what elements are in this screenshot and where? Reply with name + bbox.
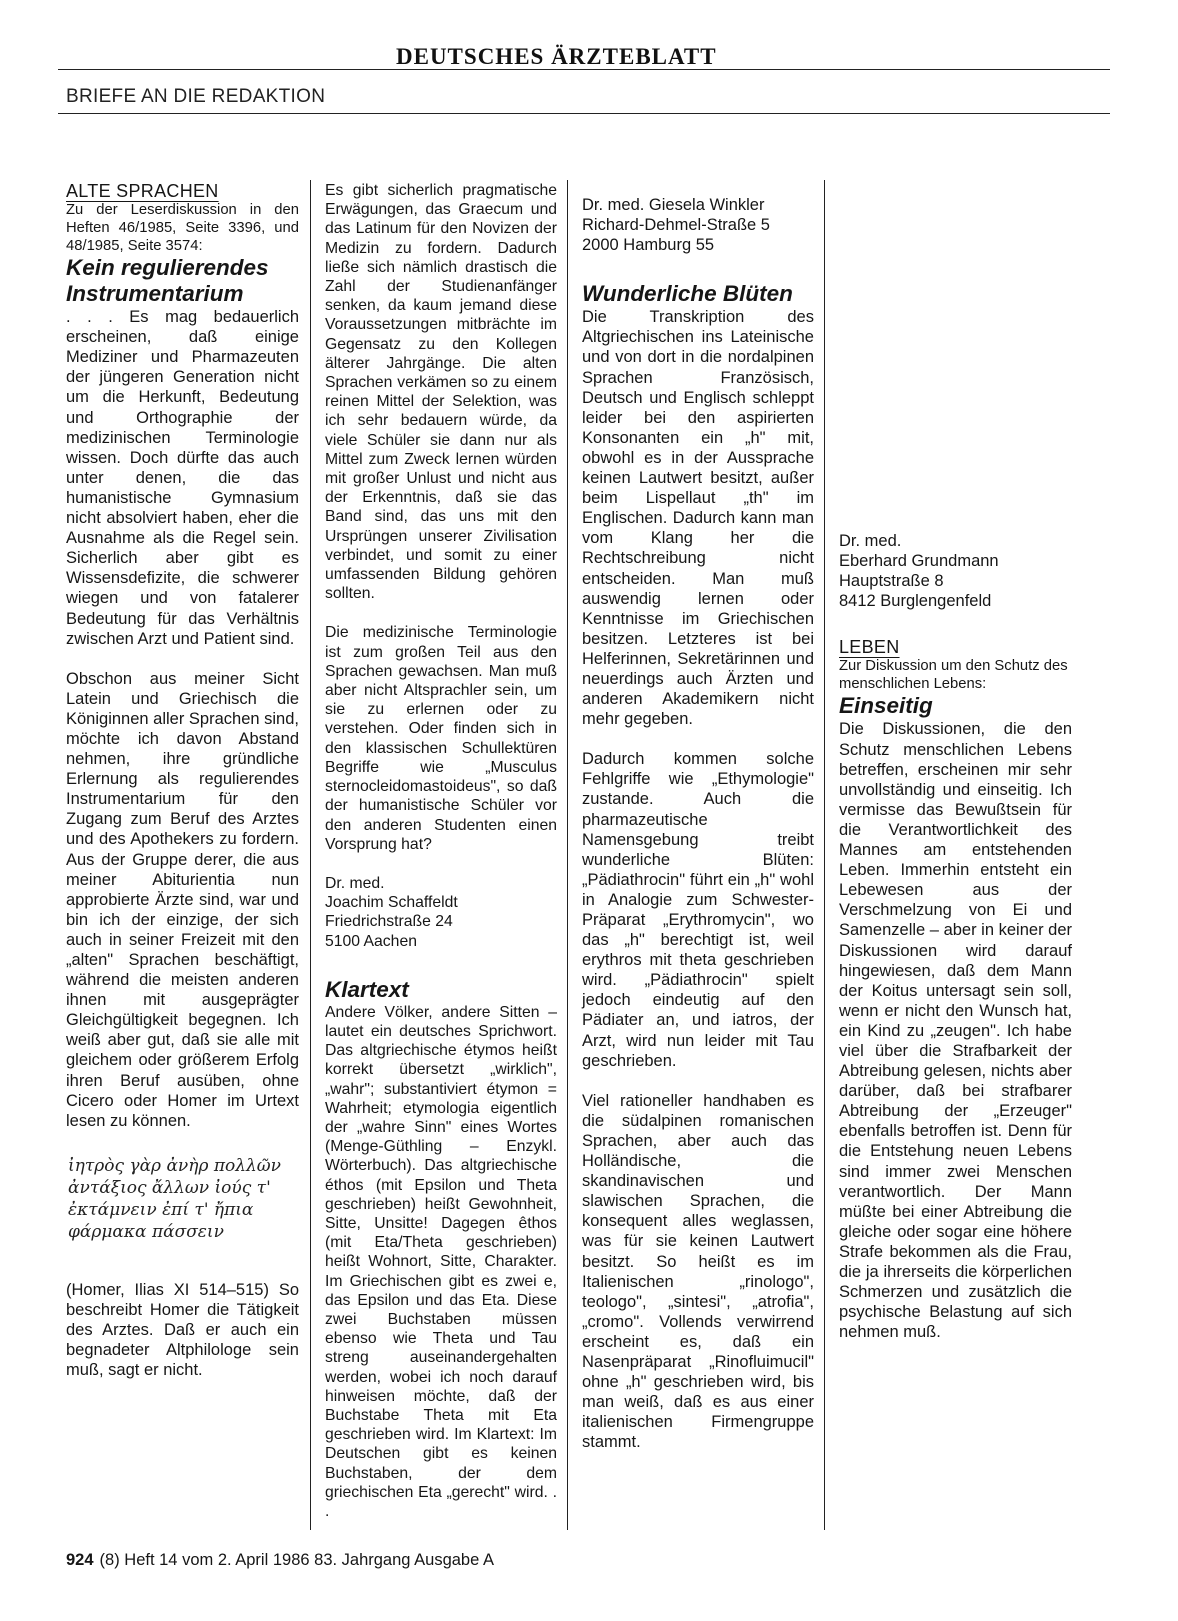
signature-line: Dr. med. bbox=[839, 532, 902, 550]
article-paragraph: Die medizinische Terminologie ist zum großen Teil aus den Sprachen gewachsen. Man muß aber nicht Altsprachler sein, um sie zu erlernen oder zu verstehen. Oder finden sich in den klassischen Schullektüren Begriffe wie „Musculus sternocleidomastoideus", so daß der humanistische Schüler vor den anderen Studenten einen Vorsprung hat? bbox=[325, 624, 557, 853]
column-divider bbox=[310, 180, 311, 1530]
signature-line: Dr. med. Giesela Winkler bbox=[582, 196, 765, 214]
column-divider bbox=[567, 180, 568, 1530]
page-footer bbox=[66, 1551, 494, 1570]
greek-line: ἰητρὸς γὰρ ἀνὴρ πολλῶν bbox=[68, 1155, 281, 1176]
signature-line: Richard-Dehmel-Straße 5 bbox=[582, 216, 770, 235]
headline-klartext: Klartext bbox=[325, 976, 409, 1002]
masthead: DEUTSCHES ÄRZTEBLATT bbox=[396, 44, 717, 69]
signature-line: 5100 Aachen bbox=[325, 932, 417, 950]
signature-line: Hauptstraße 8 bbox=[839, 572, 944, 591]
signature-line: 2000 Hamburg 55 bbox=[582, 236, 715, 255]
greek-line: φάρμακα πάσσειν bbox=[68, 1221, 224, 1242]
greek-quote-handwriting bbox=[66, 1151, 302, 1247]
signature-line: Dr. med. bbox=[325, 874, 385, 892]
page-number: 924 bbox=[66, 1551, 94, 1569]
column-divider bbox=[824, 180, 825, 1530]
headline-wunderliche-blueten: Wunderliche Blüten bbox=[582, 281, 793, 307]
column-3 bbox=[582, 175, 814, 1452]
column-4 bbox=[839, 181, 1072, 1342]
article-paragraph: Dadurch kommen solche Fehlgriffe wie „Ethymologie" zustande. Auch die pharmazeutische Namensgebung treibt wunderliche Blüten: „Pädiathrocin" führt ein „h" wohl in Analogie zum Schwester-Präparat „Erythromycin", wo das „h" berechtigt ist, weil erythros mit theta geschrieben wird. „Pädiathrocin" spielt jedoch eindeutig auf den Pädiater an, und iatros, der Arzt, wird nun leider mit Tau geschrieben. bbox=[582, 750, 814, 1070]
article-paragraph: . . . Es mag bedauerlich erscheinen, daß einige Mediziner und Pharmazeuten der jüngeren Generation nicht um die Herkunft, Bedeutung und Orthographie der medizinischen Terminologie wissen. Doch dürfte das auch unter denen, die das humanistische Gymnasium nicht absolviert haben, eher die Ausnahme als die Regel sein. Sicherlich aber gibt es Wissensdefizite, die schwerer wiegen und von fatalerer Bedeutung für das Verhältnis zwischen Arzt und Patient sind. bbox=[66, 308, 299, 648]
signature-schaffeldt bbox=[325, 874, 557, 951]
article-paragraph: Viel rationeller handhaben es die südalpinen romanischen Sprachen, aber auch das Holländische, die skandinavischen und slawischen Sprachen, die konsequent alles weglassen, was für sie keinen Lautwert besitzt. So heißt es im Italienischen „rinologo", teologo", „sintesi", „atrofia", „cromo". Vollends verwirrend erscheint es, daß ein Nasenpräparat „Rinofluimucil" ohne „h" geschrieben wird, bis man weiß, daß es aus einer italienischen Firmengruppe stammt. bbox=[582, 1091, 814, 1452]
signature-grundmann bbox=[839, 531, 1072, 611]
signature-line: Friedrichstraße 24 bbox=[325, 913, 453, 931]
article-paragraph: Es gibt sicherlich pragmatische Erwägungen, das Graecum und das Latinum für den Novizen der Medizin zu fordern. Dadurch ließe sich nämlich drastisch die Zahl der Studienanfänger senken, da kaum jemand diese Voraussetzungen mitbrächte im Gegensatz zu den Kollegen älterer Jahrgänge. Die alten Sprachen verkämen so zu einem reinen Mittel der Selektion, was ich sehr bedauern würde, da viele Schüler sie dann nur als Mittel zum Zweck lernen würden mit großer Unlust und nicht aus der Erkenntnis, daß sie das Band sind, das uns mit den Ursprüngen unserer Zivilisation verbindet, und somit zu einer umfassenden Bildung gehören sollten. bbox=[325, 182, 557, 603]
article-paragraph: (Homer, Ilias XI 514–515) So beschreibt Homer die Tätigkeit des Arztes. Daß er auch ein begnadeter Altphilologe sein muß, sagt er nicht. bbox=[66, 1280, 299, 1380]
headline-kein-regulierendes: Kein regulierendes Instrumentarium bbox=[66, 255, 269, 307]
article-paragraph: Die Diskussionen, die den Schutz menschlichen Lebens betreffen, erscheinen mir sehr unvollständig und einseitig. Ich vermisse das Bewußtsein für die Verantwortlichkeit des Mannes am entstehenden Leben. Immerhin entsteht ein Lebewesen aus der Verschmelzung von Ei und Samenzelle – aber in keiner der Diskussionen wird darauf hingewiesen, daß dem Mann der Koitus untersagt sein soll, wenn er nicht den Wunsch hat, ein Kind zu „zeugen". Ich habe viel über die Strafbarkeit der Abtreibung gelesen, nichts aber darüber, daß bei strafbarer Abtreibung der „Erzeuger" ebenfalls betroffen ist. Denn für die Entstehung neuen Lebens sind immer zwei Menschen verantwortlich. Der Mann müßte bei einer Abtreibung die gleiche oder sogar eine höhere Strafe bekommen als die Frau, die ja ihrerseits die körperlichen Schmerzen und zusätzlich die psychische Belastung auf sich nehmen muß. bbox=[839, 720, 1072, 1342]
section-title: BRIEFE AN DIE REDAKTION bbox=[66, 86, 326, 107]
column-2 bbox=[325, 181, 557, 1521]
continued-text-spacer bbox=[839, 181, 1072, 511]
article-paragraph: Andere Völker, andere Sitten – lautet ein deutsches Sprichwort. Das altgriechische étymos heißt korrekt übersetzt „wirklich", „wahr"; substantiviert étymon = Wahrheit; etymologia eigentlich der „wahre Sinn" eines Wortes (Menge-Güthling – Enzykl. Wörterbuch). Das altgriechische éthos (mit Epsilon und Theta geschrieben) heißt Gewohnheit, Sitte, Unsitte! Dagegen êthos (mit Eta/Theta geschrieben) heißt Wohnort, Sitte, Charakter. Im Griechischen gibt es zwei e, das Epsilon und das Eta. Diese zwei Buchstaben müssen ebenso wie Theta und Tau streng auseinandergehalten werden, wobei ich noch darauf hinweisen möchte, daß der Buchstabe Theta mit Eta geschrieben wird. Im Klartext: Im Deutschen gibt es keinen Buchstaben, der dem griechischen Eta „gerecht" wird. . . bbox=[325, 1003, 557, 1520]
article-paragraph: Die Transkription des Altgriechischen ins Lateinische und von dort in die nordalpinen Sprachen Französisch, Deutsch und Englisch schleppt leider bei den aspirierten Konsonanten ein „h" mit, obwohl es in der Aussprache keinen Lautwert besitzt, außer beim Lispellaut „th" im Englischen. Dadurch kann man vom Klang her die Rechtschreibung nicht entscheiden. Man muß auswendig lernen oder Kenntnisse im Griechischen besitzen. Letzteres ist bei Helferinnen, Sekretärinnen und neuerdings auch Ärzten und anderen Akademikern nicht mehr gegeben. bbox=[582, 308, 814, 729]
signature-line: Joachim Schaffeldt bbox=[325, 894, 458, 912]
signature-winkler bbox=[582, 195, 814, 255]
headline-einseitig: Einseitig bbox=[839, 693, 933, 719]
greek-line: ἐκτάμνειν ἐπί τ' ἤπια bbox=[68, 1199, 254, 1220]
intro-text: Zu der Leserdiskussion in den Heften 46/1985, Seite 3396, und 48/1985, Seite 3574: bbox=[66, 202, 299, 255]
issue-info: (8) Heft 14 vom 2. April 1986 83. Jahrgang Ausgabe A bbox=[99, 1551, 494, 1569]
continued-text-spacer bbox=[582, 0, 814, 175]
column-1 bbox=[66, 181, 299, 1380]
signature-line: Eberhard Grundmann bbox=[839, 552, 999, 571]
greek-line: ἀντάξιος ἄλλων ἰούς τ' bbox=[68, 1177, 271, 1198]
kicker-leben: LEBEN bbox=[839, 637, 900, 658]
kicker-alte-sprachen: ALTE SPRACHEN bbox=[66, 181, 219, 201]
signature-line: 8412 Burglengenfeld bbox=[839, 592, 992, 611]
intro-text: Zur Diskussion um den Schutz des menschlichen Lebens: bbox=[839, 658, 1068, 693]
article-paragraph: Obschon aus meiner Sicht Latein und Griechisch die Königinnen aller Sprachen sind, möchte ich davon Abstand nehmen, ihre gründliche Erlernung als regulierendes Instrumentarium für den Zugang zum Beruf des Arztes und des Apothekers zu fordern. Aus der Gruppe derer, die aus meiner Abiturientia nun approbierte Ärzte sind, war und bin ich der einzige, der sich auch in seiner Freizeit mit den „alten" Sprachen beschäftigt, während die meisten anderen ihnen mit ausgeprägter Gleichgültigkeit begegnen. Ich weiß aber gut, daß sie alle mit gleichem oder größerem Erfolg ihren Beruf ausüben, ohne Cicero oder Homer im Urtext lesen zu können. bbox=[66, 669, 299, 1130]
